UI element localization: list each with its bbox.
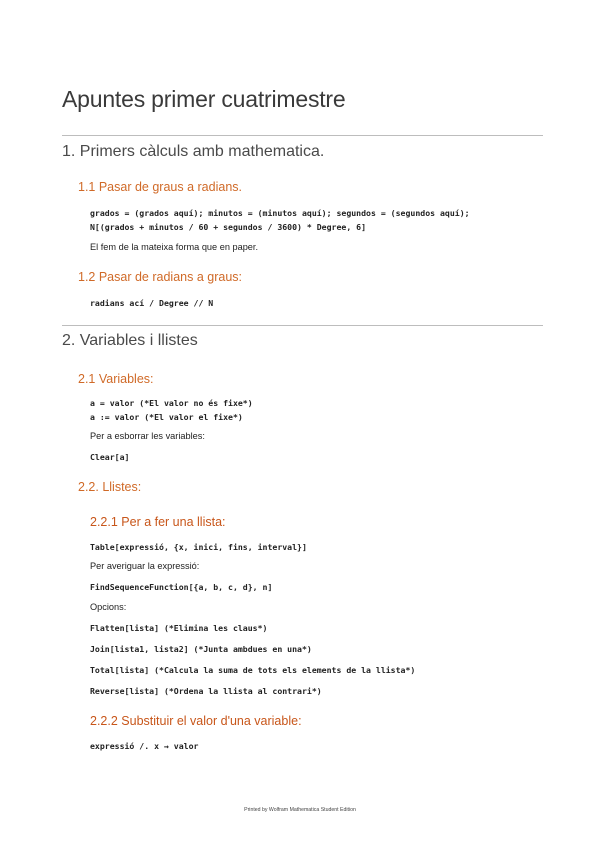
code-line: Table[expressió, {x, inici, fins, interval}] <box>90 542 307 552</box>
code-line: Clear[a] <box>90 452 130 462</box>
code-line: Total[lista] (*Calcula la suma de tots els elements de la llista*) <box>90 665 416 675</box>
code-line: grados = (grados aquí); minutos = (minutos aquí); segundos = (segundos aquí); <box>90 208 470 218</box>
code-line: expressió /. x → valor <box>90 741 199 751</box>
code-line: a = valor (*El valor no és fixe*) <box>90 398 253 408</box>
body-text: Per a esborrar les variables: <box>90 431 205 441</box>
body-text: El fem de la mateixa forma que en paper. <box>90 242 259 252</box>
code-line: Flatten[lista] (*Elimina les claus*) <box>90 623 268 633</box>
subsubsection-heading: 2.2.1 Per a fer una llista: <box>90 515 226 529</box>
code-line: a := valor (*El valor el fixe*) <box>90 412 243 422</box>
code-line: radians ací / Degree // N <box>90 298 214 308</box>
code-line: FindSequenceFunction[{a, b, c, d}, n] <box>90 582 273 592</box>
section-divider <box>62 135 543 136</box>
subsection-heading: 2.1 Variables: <box>78 372 154 386</box>
subsection-heading: 2.2. Llistes: <box>78 480 142 494</box>
body-text: Opcions: <box>90 602 127 612</box>
section-heading: 1. Primers càlculs amb mathematica. <box>62 143 325 160</box>
body-text: Per averiguar la expressió: <box>90 561 200 571</box>
subsubsection-heading: 2.2.2 Substituir el valor d'una variable: <box>90 714 302 728</box>
section-heading: 2. Variables i llistes <box>62 332 198 349</box>
code-line: N[(grados + minutos / 60 + segundos / 3600) * Degree, 6] <box>90 222 367 232</box>
code-line: Reverse[lista] (*Ordena la llista al contrari*) <box>90 686 322 696</box>
subsection-heading: 1.1 Pasar de graus a radians. <box>78 180 242 194</box>
section-divider <box>62 325 543 326</box>
code-line: Join[lista1, lista2] (*Junta ambdues en una*) <box>90 644 312 654</box>
document-title: Apuntes primer cuatrimestre <box>62 86 346 112</box>
subsection-heading: 1.2 Pasar de radians a graus: <box>78 270 242 284</box>
page-footer: Printed by Wolfram Mathematica Student Edition <box>244 807 356 813</box>
